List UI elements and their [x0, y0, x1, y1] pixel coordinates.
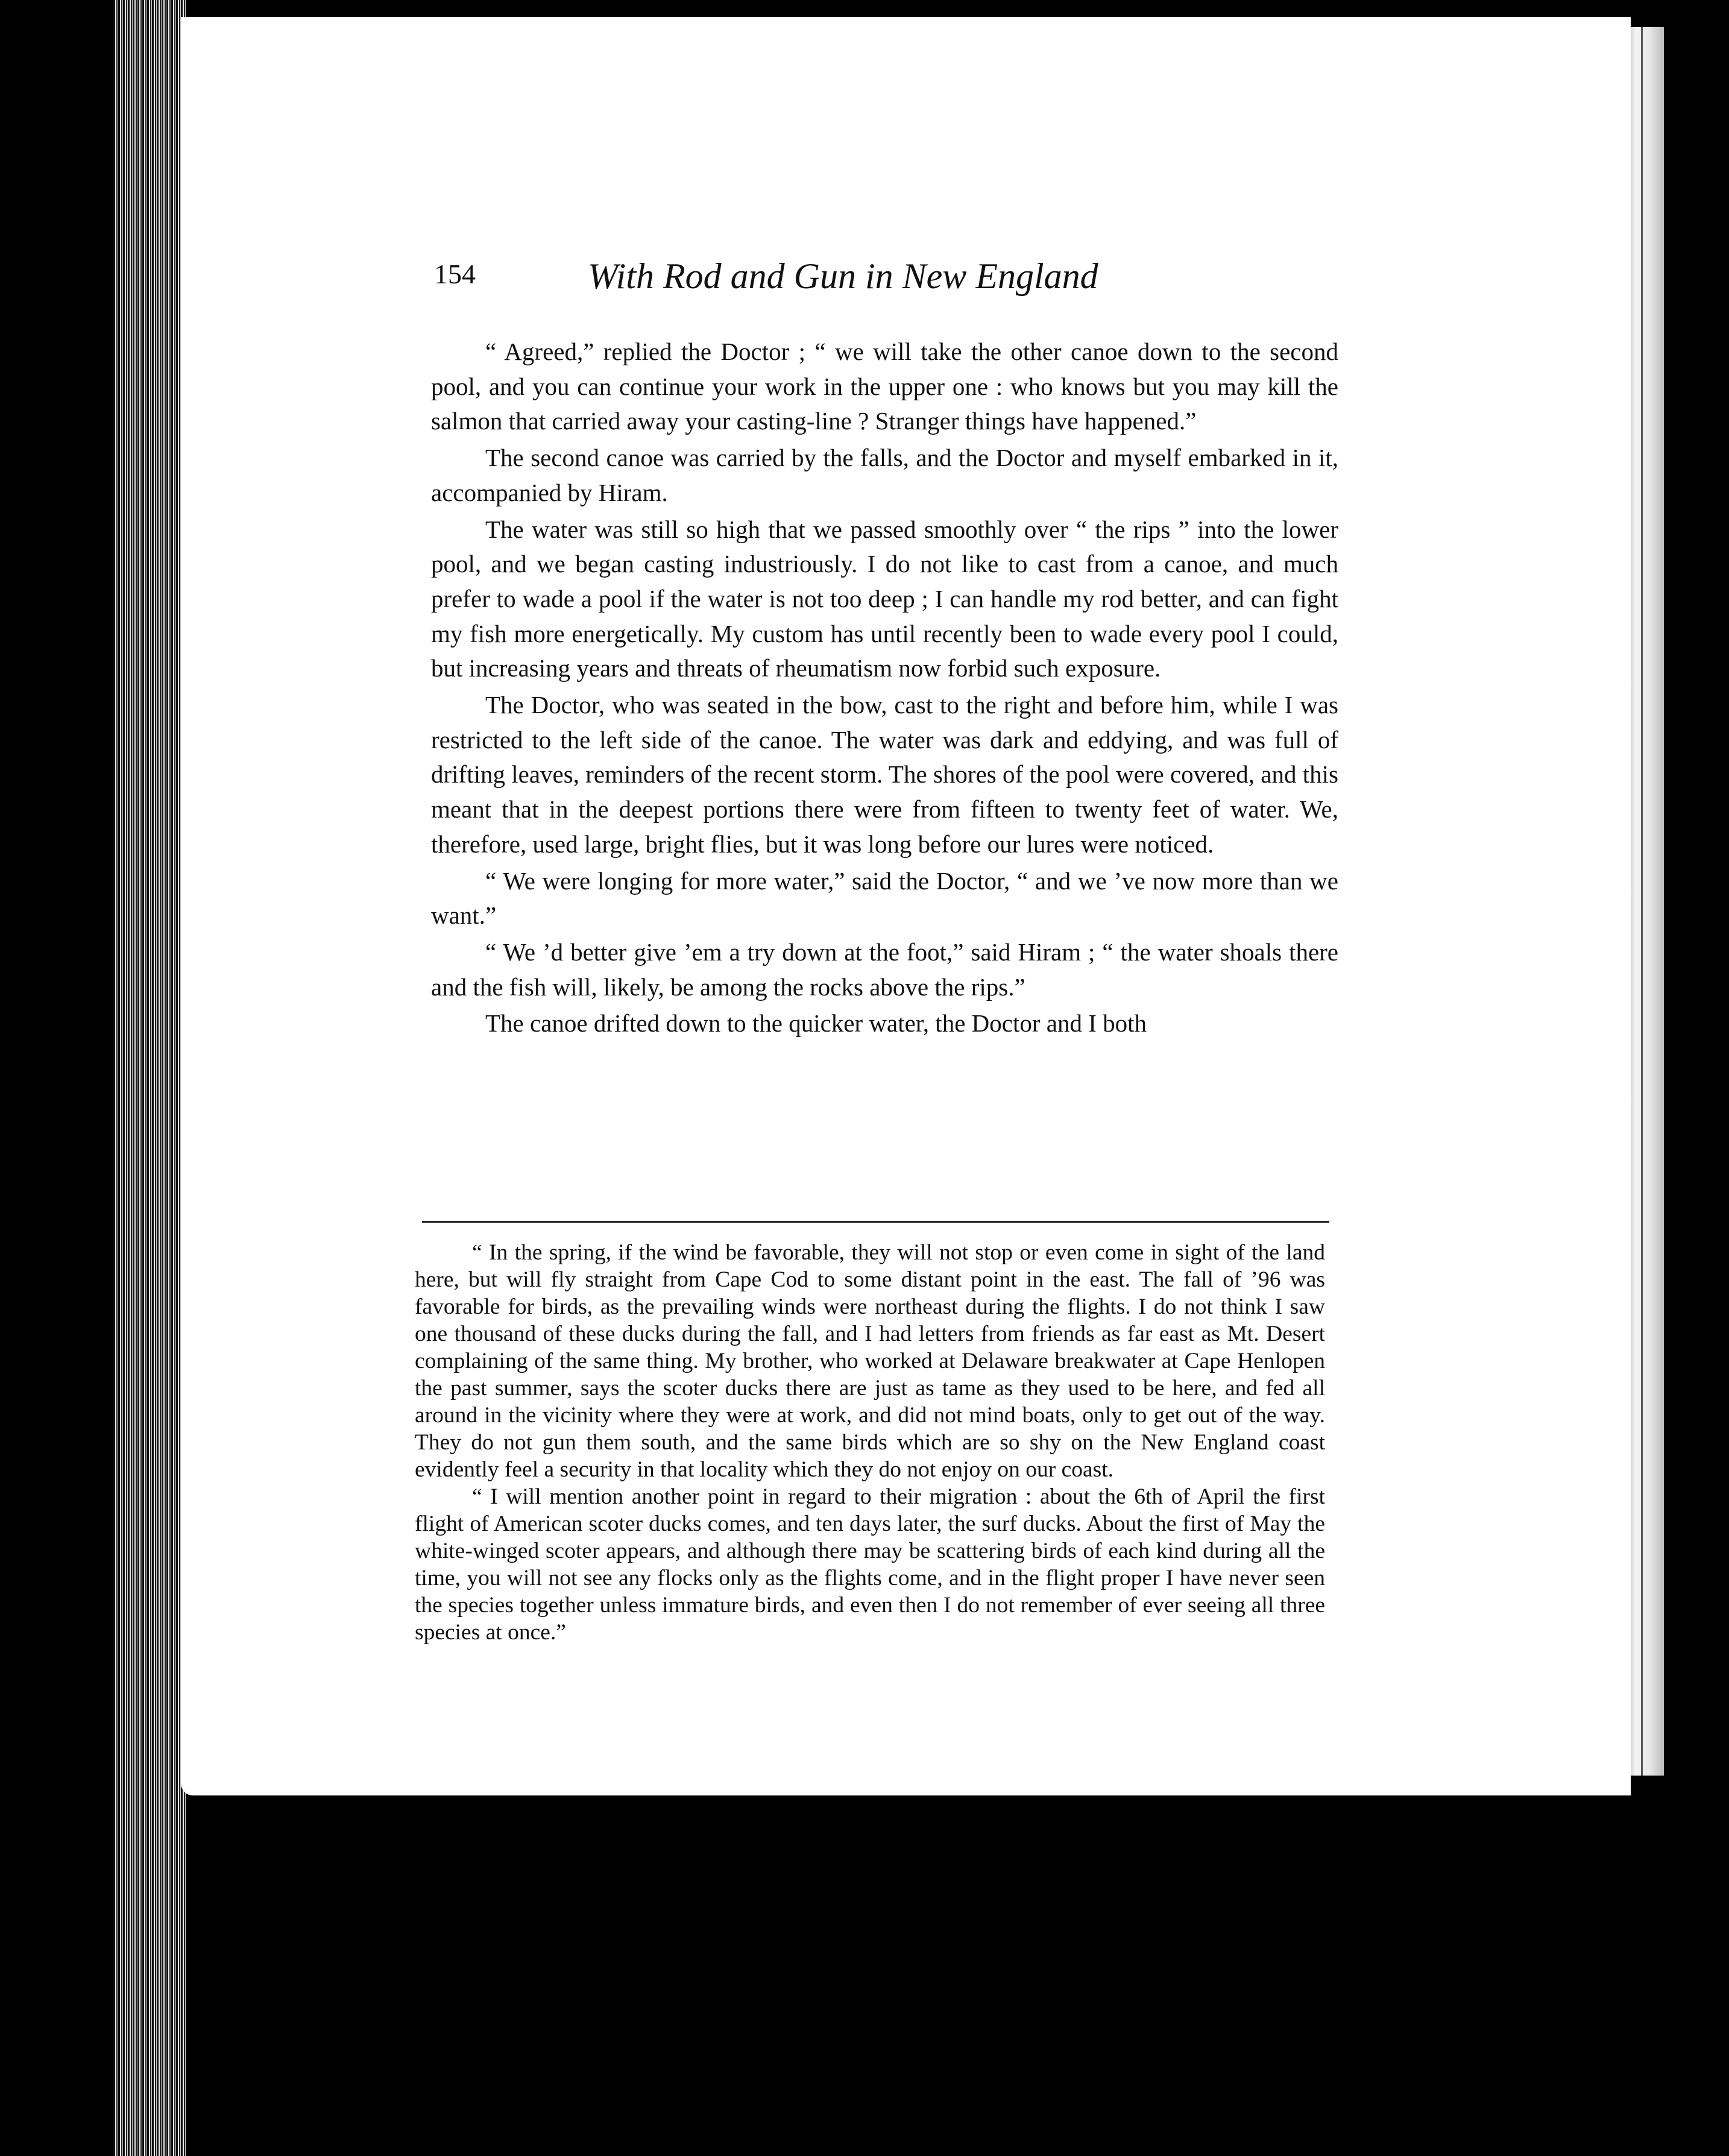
body-text — [431, 335, 1338, 1043]
footnote-rule — [422, 1221, 1329, 1223]
page-gutter-line — [1641, 27, 1643, 1776]
footnotes — [415, 1239, 1325, 1646]
page-number: 154 — [434, 259, 476, 289]
footnote-paragraph: “ I will mention another point in regard to their migration : about the 6th of April the first flight of American scoter ducks comes, and ten days later, the surf ducks. About the first of May the white-winged scoter appears, and although there may be scattering birds of each kind during all the time, you will not see any flocks only as the flights come, and in the flight proper I have never seen the species together unless immature birds, and even then I do not remember of ever seeing all three species at once.” — [415, 1484, 1325, 1645]
body-paragraph: The water was still so high that we passed smoothly over “ the rips ” into the lower pool, and we began casting industriously. I do not like to cast from a canoe, and much prefer to wade a pool if the water is not too deep ; I can handle my rod better, and can fight my fish more energetically. My custom has until recently been to wade every pool I could, but increasing years and threats of rheumatism now forbid such exposure. — [431, 515, 1338, 682]
body-paragraph: “ We were longing for more water,” said the Doctor, “ and we ’ve now more than we want.” — [431, 866, 1338, 930]
footnote-paragraph: “ In the spring, if the wind be favorable, they will not stop or even come in sight of the land here, but will fly straight from Cape Cod to some distant point in the east. The fall of ’96 was favorable for birds, as the prevailing winds were northeast during the flights. I do not think I saw one thousand of these ducks during the fall, and I had letters from friends as far east as Mt. Desert complaining of the same thing. My brother, who worked at Delaware breakwater at Cape Henlopen the past summer, says the scoter ducks there are just as tame as they used to be here, and fed all around in the vicinity where they were at work, and did not mind boats, only to get out of the way. They do not gun them south, and the same birds which are so shy on the New England coast evidently feel a security in that locality which they do not enjoy on our coast. — [415, 1240, 1325, 1482]
body-paragraph: “ Agreed,” replied the Doctor ; “ we will take the other canoe down to the second pool, and you can continue your work in the upper one : who knows but you may kill the salmon that carried away your casting-line ? Stranger things have happened.” — [431, 338, 1338, 435]
body-paragraph: The second canoe was carried by the falls, and the Doctor and myself embarked in it, accompanied by Hiram. — [431, 444, 1338, 506]
running-title: With Rod and Gun in New England — [588, 256, 1098, 296]
facing-page-edge — [1631, 27, 1664, 1776]
body-paragraph: The Doctor, who was seated in the bow, cast to the right and before him, while I was restricted to the left side of the canoe. The water was dark and eddying, and was full of drifting leaves, reminders of the recent storm. The shores of the pool were covered, and this meant that in the deepest portions there were from fifteen to twenty feet of water. We, therefore, used large, bright flies, but it was long before our lures were noticed. — [431, 691, 1338, 858]
body-paragraph: The canoe drifted down to the quicker water, the Doctor and I both — [485, 1009, 1147, 1038]
body-paragraph: “ We ’d better give ’em a try down at the foot,” said Hiram ; “ the water shoals there and the fish will, likely, be among the rocks above the rips.” — [431, 938, 1338, 1001]
running-head — [434, 258, 1194, 312]
book-binding — [113, 0, 186, 2156]
